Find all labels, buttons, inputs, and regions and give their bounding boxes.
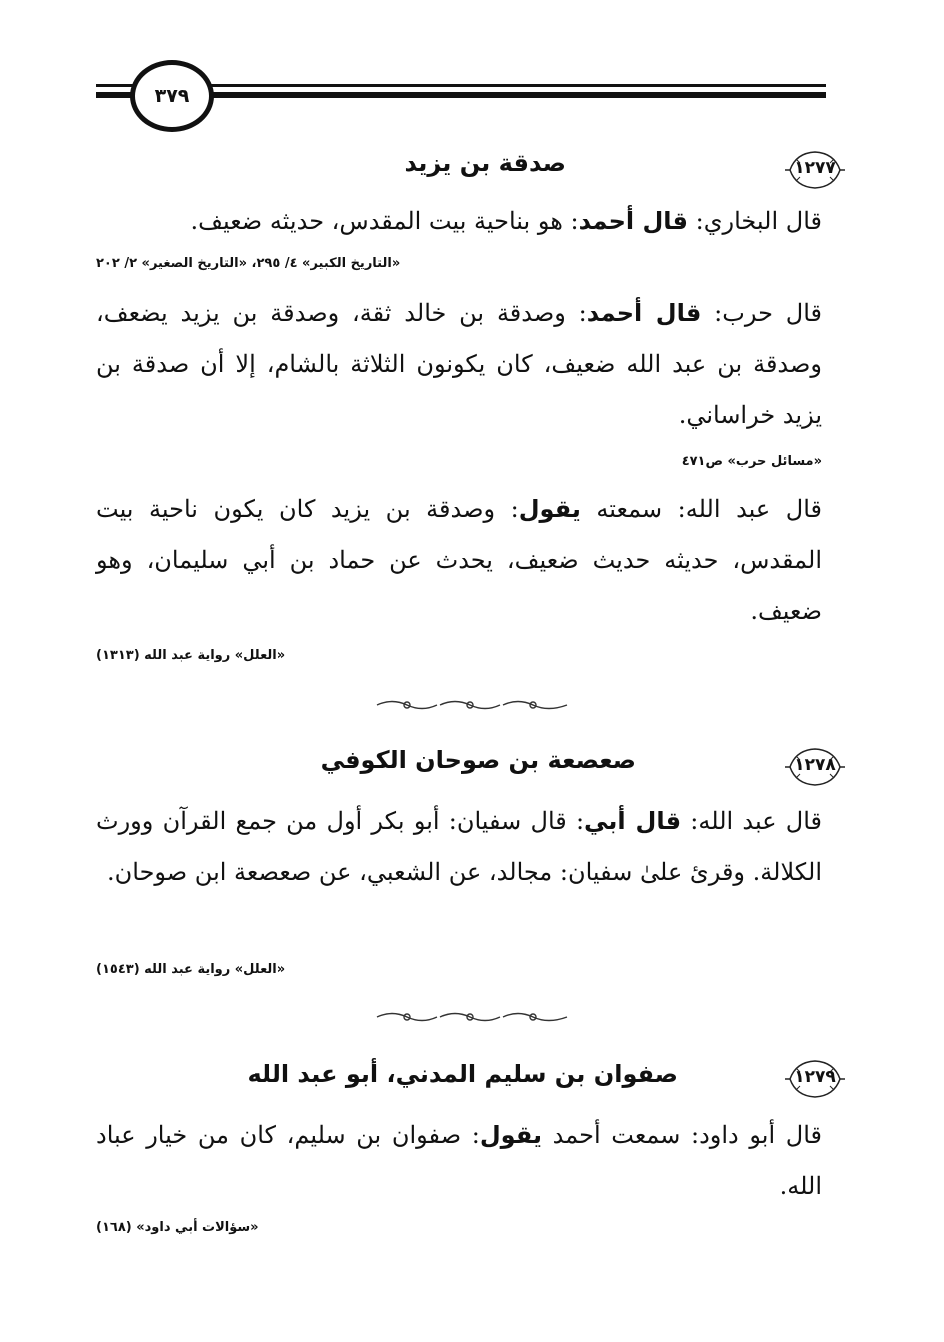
entry-number-badge — [782, 742, 848, 792]
paragraph-text: قال البخاري: — [688, 207, 822, 235]
page-header — [96, 48, 826, 144]
entry-title: صفوان بن سليم المدني، أبو عبد الله — [247, 1060, 678, 1088]
source-reference: «التاريخ الكبير» ٤/ ٢٩٥، «التاريخ الصغير» ٢/ ٢٠٢ — [96, 256, 401, 271]
paragraph — [96, 1110, 822, 1212]
paragraph — [96, 796, 822, 898]
paragraph — [96, 196, 822, 247]
paragraph-text: : هو بناحية بيت المقدس، حديثه ضعيف. — [190, 207, 579, 235]
page-number: ٣٧٩ — [130, 60, 214, 132]
entry-number-badge — [782, 145, 848, 195]
paragraph — [96, 484, 822, 637]
paragraph-text: قال أبو داود: سمعت أحمد — [541, 1121, 823, 1149]
ornament-divider-icon — [372, 696, 572, 714]
source-reference: «مسائل حرب» ص٤٧١ — [681, 454, 822, 469]
paragraph-text: قال عبد الله: — [681, 807, 822, 835]
entry-heading — [96, 742, 848, 798]
source-reference: «العلل» رواية عبد الله (١٥٤٣) — [96, 962, 286, 977]
entry-heading — [96, 145, 848, 201]
paragraph — [96, 288, 822, 441]
source-reference: «سؤالات أبي داود» (١٦٨) — [96, 1220, 259, 1235]
ornament-divider-icon — [372, 1008, 572, 1026]
paragraph-bold: قال أحمد — [586, 299, 702, 327]
paragraph-bold: قال أحمد — [578, 207, 689, 235]
paragraph-text: : وصدقة بن خالد ثقة، وصدقة بن يزيد يضعف، وصدقة بن عبد الله ضعيف، كان يكونون الثلاثة بالشام، إلا أن صدقة بن يزيد خراساني. — [96, 299, 822, 429]
paragraph-bold: قال أبي — [584, 807, 682, 835]
paragraph-bold: يقول — [518, 495, 581, 523]
paragraph-text: قال عبد الله: سمعته — [580, 495, 822, 523]
paragraph-text: : وصدقة بن يزيد كان يكون ناحية بيت المقدس، حديثه حديث ضعيف، يحدث عن حماد بن أبي سليمان، وهو ضعيف. — [96, 495, 822, 625]
paragraph-bold: يقول — [479, 1121, 542, 1149]
entry-number-badge — [782, 1054, 848, 1104]
entry-heading — [96, 1054, 848, 1110]
entry-number: ١٢٧٧ — [794, 158, 836, 178]
paragraph-text: : صفوان بن سليم، كان من خيار عباد الله. — [96, 1121, 822, 1200]
entry-number: ١٢٧٨ — [794, 755, 836, 775]
entry-title: صعصعة بن صوحان الكوفي — [320, 746, 636, 774]
entry-number: ١٢٧٩ — [794, 1067, 836, 1087]
paragraph-text: قال حرب: — [701, 299, 822, 327]
entry-title: صدقة بن يزيد — [404, 149, 566, 177]
source-reference: «العلل» رواية عبد الله (١٣١٣) — [96, 648, 286, 663]
paragraph-text: : قال سفيان: أبو بكر أول من جمع القرآن وورث الكلالة. وقرئ علىٰ سفيان: مجالد، عن الشعبي، عن صعصعة ابن صوحان. — [96, 807, 822, 886]
